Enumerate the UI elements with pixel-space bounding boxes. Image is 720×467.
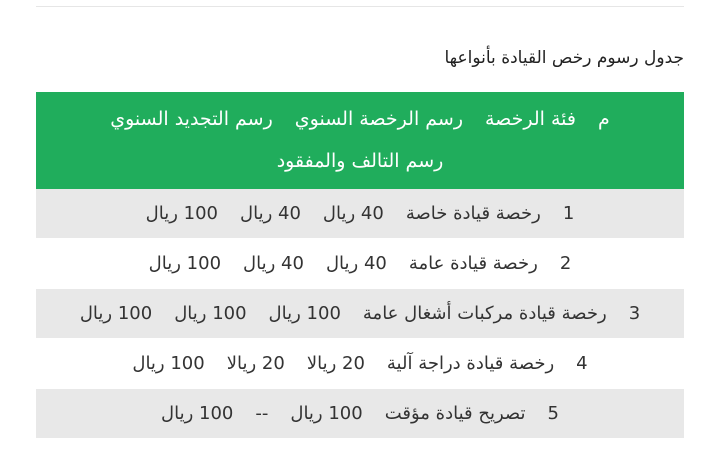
cell-license-class: رخصة قيادة مركبات أشغال عامة: [362, 303, 607, 324]
cell-renewal-fee: 100 ريال: [174, 303, 247, 324]
header-license-class: فئة الرخصة: [485, 108, 577, 130]
cell-annual-fee: 40 ريال: [325, 253, 387, 274]
cell-annual-fee: 20 ريالا: [306, 353, 365, 374]
cell-license-class: رخصة قيادة خاصة: [405, 203, 541, 224]
cell-lost-damaged-fee: 100 ريال: [148, 253, 222, 274]
table-row: [36, 189, 684, 239]
table-caption: جدول رسوم رخص القيادة بأنواعها: [444, 48, 684, 68]
cell-index: 2: [559, 253, 572, 274]
cell-annual-fee: 100 ريال: [268, 303, 341, 324]
table-row: [36, 289, 684, 339]
cell-renewal-fee: 20 ريالا: [226, 353, 285, 374]
cell-renewal-fee: 40 ريال: [243, 253, 304, 274]
license-fees-table: [36, 92, 684, 439]
cell-lost-damaged-fee: 100 ريال: [161, 403, 234, 424]
table-row: [36, 339, 684, 389]
cell-index: 5: [547, 403, 559, 424]
cell-lost-damaged-fee: 100 ريال: [145, 203, 219, 224]
cell-annual-fee: 100 ريال: [290, 403, 363, 424]
top-divider: [36, 6, 684, 7]
cell-index: 4: [576, 353, 588, 374]
cell-annual-fee: 40 ريال: [322, 203, 384, 224]
cell-lost-damaged-fee: 100 ريال: [79, 303, 153, 324]
cell-lost-damaged-fee: 100 ريال: [132, 353, 205, 374]
cell-license-class: رخصة قيادة عامة: [408, 253, 538, 274]
header-annual-fee: رسم الرخصة السنوي: [294, 108, 463, 130]
cell-index: 1: [562, 203, 575, 224]
table-row: [36, 239, 684, 289]
cell-index: 3: [628, 303, 641, 324]
table-header: [36, 92, 684, 189]
cell-license-class: تصريح قيادة مؤقت: [384, 403, 526, 424]
header-lost-damaged-fee: رسم التالف والمفقود: [276, 150, 444, 172]
table-row: [36, 389, 684, 439]
header-renewal-fee: رسم التجديد السنوي: [110, 108, 273, 130]
cell-renewal-fee: --: [255, 403, 269, 424]
cell-renewal-fee: 40 ريال: [240, 203, 301, 224]
header-index: م: [598, 108, 610, 130]
cell-license-class: رخصة قيادة دراجة آلية: [386, 353, 555, 374]
